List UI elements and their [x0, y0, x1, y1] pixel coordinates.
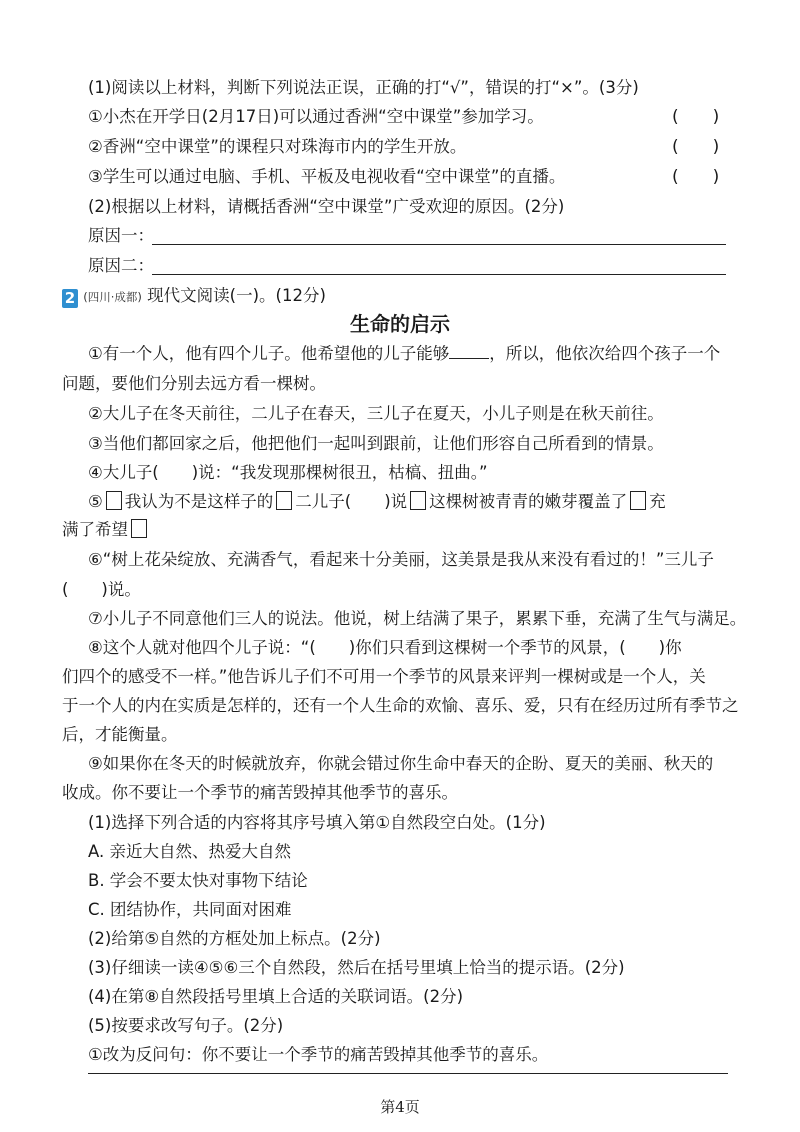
- fill-blank-1[interactable]: [449, 344, 489, 359]
- answer-paren-3[interactable]: ( ): [672, 167, 720, 187]
- paragraph-5-num: ⑤: [88, 492, 103, 511]
- q2-prompt: (2)根据以上材料，请概括香洲“空中课堂”广受欢迎的原因。(2分): [88, 197, 565, 216]
- question-4: (4)在第⑧自然段括号里填上合适的关联词语。(2分): [88, 987, 464, 1006]
- paragraph-8-line-2: 们四个的感受不一样。”他告诉儿子们不可用一个季节的风景来评判一棵树或是一个人，关: [62, 667, 706, 686]
- paragraph-5-seg-2: 我认为不是这样子的: [124, 492, 274, 511]
- paragraph-1-line-1: [88, 342, 720, 366]
- question-5: (5)按要求改写句子。(2分): [88, 1016, 284, 1035]
- punct-box-1[interactable]: [106, 491, 122, 510]
- question-5-1: ①改为反问句：你不要让一个季节的痛苦毁掉其他季节的喜乐。: [88, 1045, 549, 1064]
- paragraph-7: ⑦小儿子不同意他们三人的说法。他说，树上结满了果子，累累下垂，充满了生气与满足。: [88, 609, 747, 628]
- answer-paren-2[interactable]: ( ): [672, 137, 720, 157]
- paragraph-5-line-2: [62, 518, 150, 542]
- passage-title: 生命的启示: [350, 312, 450, 336]
- paragraph-5-line-1: [88, 490, 666, 514]
- paragraph-5-seg-5: 充: [649, 492, 666, 511]
- punct-box-3[interactable]: [410, 491, 426, 510]
- paragraph-8-line-4: 后，才能衡量。: [62, 725, 178, 744]
- paragraph-5-seg-4: 这棵树被青青的嫩芽覆盖了: [429, 492, 628, 511]
- option-a: A. 亲近大自然、热爱大自然: [88, 842, 291, 861]
- reason1-label: 原因一：: [88, 226, 154, 245]
- punct-box-5[interactable]: [131, 519, 147, 538]
- paragraph-8-line-1: ⑧这个人就对他四个儿子说：“( )你们只看到这棵树一个季节的风景，( )你: [88, 638, 682, 657]
- option-c: C. 团结协作，共同面对困难: [88, 900, 292, 919]
- answer-line-q5[interactable]: [88, 1073, 728, 1074]
- judge-item-2: ②香洲“空中课堂”的课程只对珠海市内的学生开放。: [88, 137, 467, 156]
- punct-box-4[interactable]: [630, 491, 646, 510]
- section-heading: [62, 284, 326, 309]
- judge-item-3: ③学生可以通过电脑、手机、平板及电视收看“空中课堂”的直播。: [88, 167, 566, 186]
- option-b: B. 学会不要太快对事物下结论: [88, 871, 308, 890]
- question-1: (1)选择下列合适的内容将其序号填入第①自然段空白处。(1分): [88, 813, 546, 832]
- paragraph-3: ③当他们都回家之后，他把他们一起叫到跟前，让他们形容自己所看到的情景。: [88, 434, 664, 453]
- reason2-answer-line[interactable]: [152, 274, 726, 275]
- paragraph-6-line-2: ( )说。: [62, 580, 141, 599]
- paragraph-9-line-2: 收成。你不要让一个季节的痛苦毁掉其他季节的喜乐。: [62, 783, 458, 802]
- paragraph-1-line-2: 问题，要他们分别去远方看一棵树。: [62, 374, 326, 393]
- punct-box-2[interactable]: [276, 491, 292, 510]
- page-number: 第4页: [380, 1098, 420, 1116]
- section-number-badge: 2: [62, 289, 78, 308]
- paragraph-4: ④大儿子( )说：“我发现那棵树很丑，枯槁、扭曲。”: [88, 463, 488, 482]
- answer-paren-1[interactable]: ( ): [672, 107, 720, 127]
- paragraph-9-line-1: ⑨如果你在冬天的时候就放弃，你就会错过你生命中春天的企盼、夏天的美丽、秋天的: [88, 754, 714, 773]
- judge-item-1: ①小杰在开学日(2月17日)可以通过香洲“空中课堂”参加学习。: [88, 107, 544, 126]
- question-3: (3)仔细读一读④⑤⑥三个自然段，然后在括号里填上恰当的提示语。(2分): [88, 958, 625, 977]
- paragraph-5-seg-3: 二儿子( )说: [295, 492, 408, 511]
- question-2: (2)给第⑤自然的方框处加上标点。(2分): [88, 929, 381, 948]
- paragraph-2: ②大儿子在冬天前往，二儿子在春天，三儿子在夏天，小儿子则是在秋天前往。: [88, 404, 664, 423]
- reason1-answer-line[interactable]: [152, 244, 726, 245]
- q1-prompt: (1)阅读以上材料，判断下列说法正误，正确的打“√”，错误的打“×”。(3分): [88, 78, 639, 97]
- paragraph-5-seg-6: 满了希望: [62, 520, 128, 539]
- paragraph-1-text-a: ①有一个人，他有四个儿子。他希望他的儿子能够: [88, 344, 450, 363]
- paragraph-1-text-b: ，所以，他依次给四个孩子一个: [489, 344, 721, 363]
- section-source-tag: (四川·成都): [83, 290, 142, 304]
- section-heading-text: 现代文阅读(一)。(12分): [147, 286, 326, 305]
- paragraph-6-line-1: ⑥“树上花朵绽放、充满香气，看起来十分美丽，这美景是我从来没有看过的！”三儿子: [88, 550, 714, 569]
- reason2-label: 原因二：: [88, 256, 154, 275]
- paragraph-8-line-3: 于一个人的内在实质是怎样的，还有一个人生命的欢愉、喜乐、爱，只有在经历过所有季节之: [62, 696, 739, 715]
